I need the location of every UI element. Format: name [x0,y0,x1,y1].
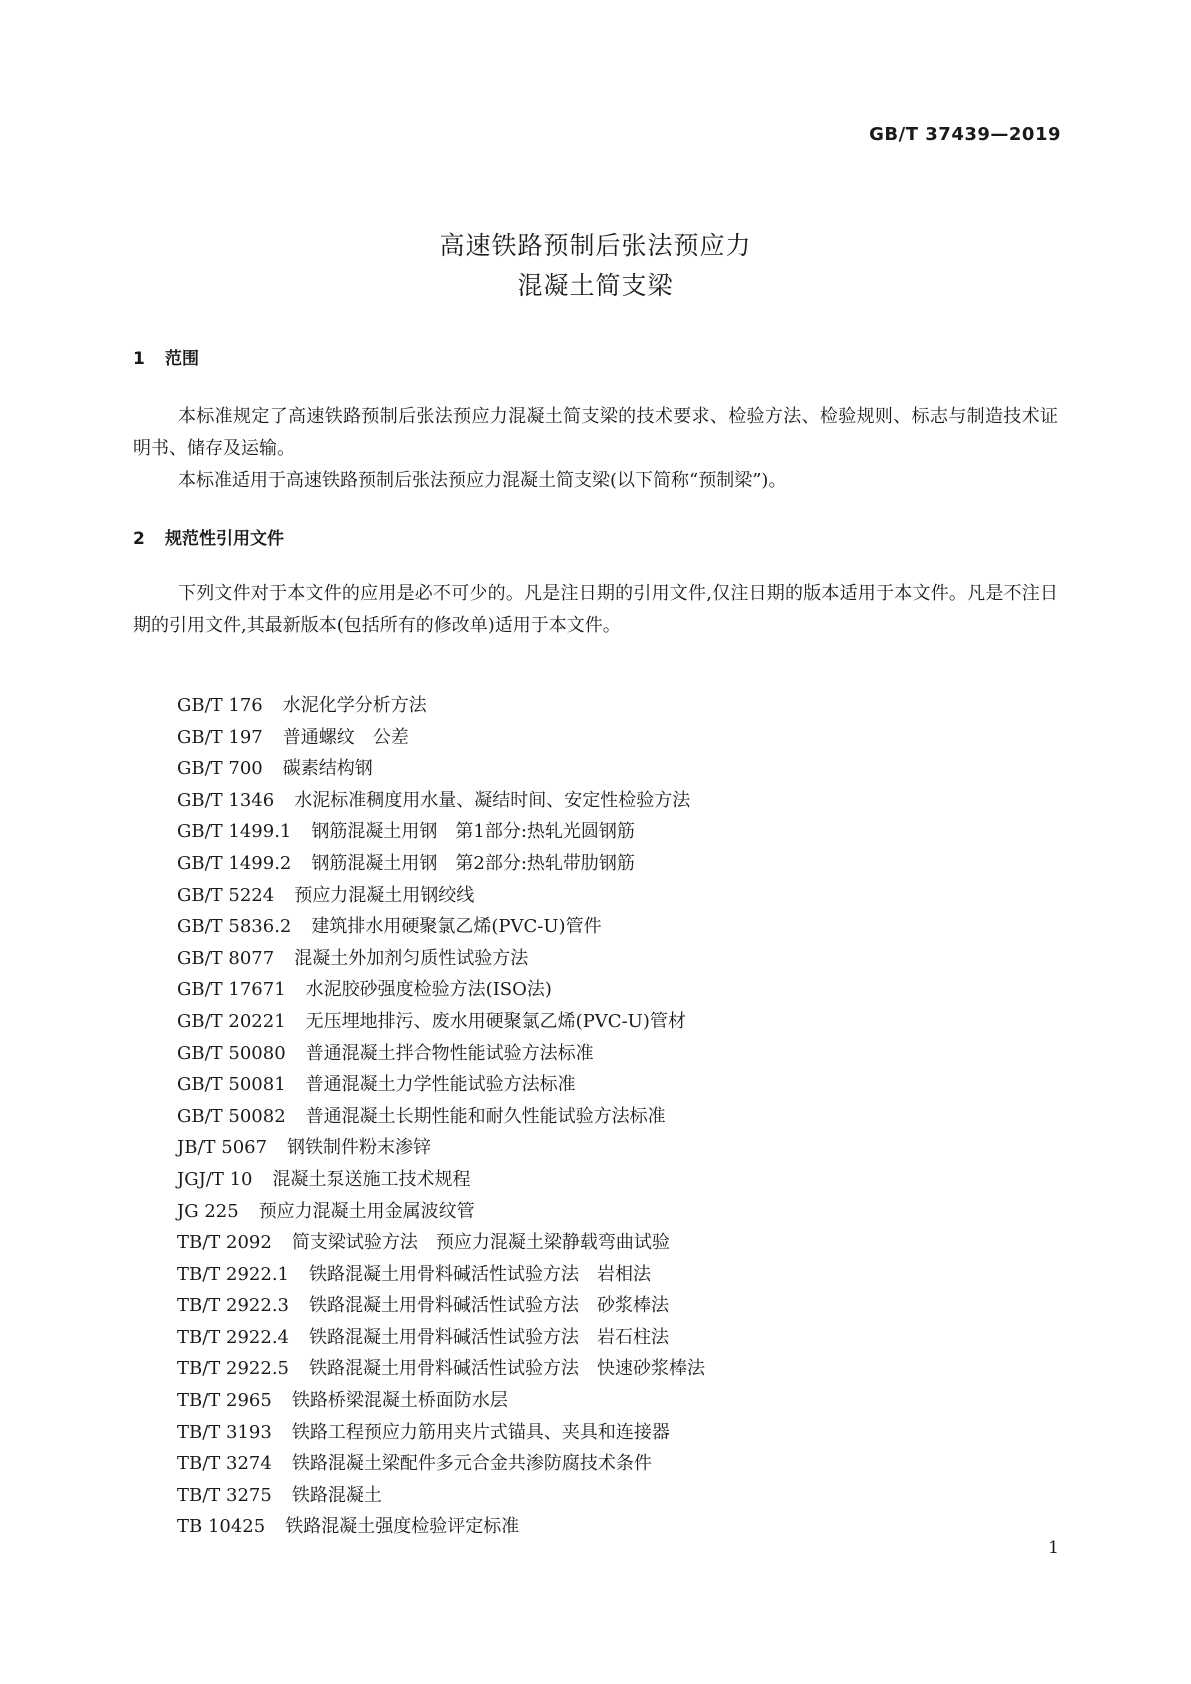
reference-item [177,1069,705,1101]
reference-item [177,943,705,975]
section-2-number: 2 [133,529,145,549]
reference-code: JGJ/T 10 [177,1168,253,1190]
page-number: 1 [1048,1538,1059,1558]
reference-code: TB/T 2922.1 [177,1263,290,1285]
reference-item [177,1511,705,1543]
reference-title: 水泥化学分析方法 [282,695,427,716]
reference-title: 铁路混凝土用骨料碱活性试验方法 岩石柱法 [309,1326,670,1348]
reference-title: 铁路混凝土强度检验评定标准 [285,1516,520,1538]
reference-code: GB/T 700 [177,758,263,780]
reference-code: TB/T 2922.5 [177,1358,290,1380]
reference-title: 预应力混凝土用金属波纹管 [258,1200,475,1222]
reference-title: 普通螺纹 公差 [282,726,409,748]
standard-number: GB/T 37439—2019 [869,124,1061,145]
reference-title: 预应力混凝土用钢绞线 [294,884,475,906]
reference-title: 普通混凝土力学性能试验方法标准 [305,1074,576,1096]
reference-item [177,1385,705,1417]
reference-item [177,753,705,785]
reference-title: 铁路混凝土 [291,1484,382,1506]
reference-code: TB/T 3274 [177,1453,272,1475]
reference-item [177,1448,705,1480]
reference-title: 混凝土泵送施工技术规程 [272,1168,471,1190]
reference-title: 建筑排水用硬聚氯乙烯(PVC-U)管件 [311,916,602,938]
reference-item [177,1227,705,1259]
document-title [0,226,1191,306]
reference-item [177,1417,705,1449]
reference-code: JG 225 [177,1200,239,1222]
reference-title: 普通混凝土长期性能和耐久性能试验方法标准 [305,1105,666,1127]
reference-code: TB/T 2922.3 [177,1295,290,1317]
reference-code: GB/T 176 [177,695,263,716]
reference-title: 碳素结构钢 [282,758,373,780]
reference-item [177,690,705,722]
reference-title: 无压埋地排污、废水用硬聚氯乙烯(PVC-U)管材 [305,1010,686,1032]
reference-code: GB/T 8077 [177,947,275,969]
reference-code: GB/T 50081 [177,1074,286,1096]
reference-item [177,880,705,912]
reference-item [177,1006,705,1038]
reference-item [177,848,705,880]
reference-title: 简支梁试验方法 预应力混凝土梁静载弯曲试验 [291,1232,670,1254]
reference-code: GB/T 50082 [177,1105,286,1127]
section-2-intro-text: 下列文件对于本文件的应用是必不可少的。凡是注日期的引用文件,仅注日期的版本适用于本文件。凡是不注日期的引用文件,其最新版本(包括所有的修改单)适用于本文件。 [133,583,1058,636]
section-2-intro [133,578,1058,642]
section-1-paragraph: 本标准适用于高速铁路预制后张法预应力混凝土简支梁(以下简称“预制梁”)。 [178,470,787,491]
reference-code: TB/T 3275 [177,1484,272,1506]
reference-title: 水泥标准稠度用水量、凝结时间、安定性检验方法 [294,789,691,811]
reference-item [177,1353,705,1385]
reference-item [177,911,705,943]
reference-item [177,1164,705,1196]
section-2-heading [133,524,284,549]
reference-title: 钢铁制件粉末渗锌 [287,1137,432,1159]
section-2-title: 规范性引用文件 [165,529,284,549]
reference-code: TB/T 2092 [177,1232,272,1254]
reference-item [177,1480,705,1512]
reference-code: TB 10425 [177,1516,266,1538]
reference-title: 铁路混凝土梁配件多元合金共渗防腐技术条件 [291,1453,652,1475]
reference-item [177,1290,705,1322]
reference-code: TB/T 3193 [177,1421,272,1443]
reference-title: 钢筋混凝土用钢 第1部分:热轧光圆钢筋 [311,821,635,843]
reference-title: 铁路混凝土用骨料碱活性试验方法 快速砂浆棒法 [309,1358,706,1380]
section-1-paragraph: 本标准规定了高速铁路预制后张法预应力混凝土简支梁的技术要求、检验方法、检验规则、标志与制造技术证明书、储存及运输。 [133,406,1058,459]
reference-code: GB/T 5224 [177,884,275,906]
reference-item [177,722,705,754]
reference-item [177,974,705,1006]
reference-item [177,1196,705,1228]
section-1-heading [133,344,199,369]
section-1-number: 1 [133,349,145,369]
reference-code: GB/T 5836.2 [177,916,292,938]
reference-item [177,1101,705,1133]
reference-item [177,1132,705,1164]
reference-title: 铁路混凝土用骨料碱活性试验方法 岩相法 [309,1263,652,1285]
reference-item [177,1259,705,1291]
reference-title: 钢筋混凝土用钢 第2部分:热轧带肋钢筋 [311,852,635,874]
reference-code: TB/T 2965 [177,1390,272,1412]
title-line-2: 混凝土简支梁 [517,271,674,300]
reference-item [177,816,705,848]
reference-code: GB/T 50080 [177,1042,286,1064]
reference-code: GB/T 1499.1 [177,821,292,843]
section-1-title: 范围 [165,349,199,369]
reference-code: GB/T 1499.2 [177,852,292,874]
reference-code: TB/T 2922.4 [177,1326,290,1348]
reference-title: 水泥胶砂强度检验方法(ISO法) [305,979,552,1001]
reference-item [177,1038,705,1070]
reference-code: GB/T 197 [177,726,263,748]
reference-code: JB/T 5067 [177,1137,268,1159]
reference-title: 铁路工程预应力筋用夹片式锚具、夹具和连接器 [291,1421,670,1443]
reference-title: 铁路混凝土用骨料碱活性试验方法 砂浆棒法 [309,1295,670,1317]
reference-item [177,785,705,817]
reference-title: 混凝土外加剂匀质性试验方法 [294,947,529,969]
reference-item [177,1322,705,1354]
reference-code: GB/T 17671 [177,979,286,1001]
reference-title: 铁路桥梁混凝土桥面防水层 [291,1390,508,1412]
title-line-1: 高速铁路预制后张法预应力 [439,231,752,260]
reference-title: 普通混凝土拌合物性能试验方法标准 [305,1042,594,1064]
reference-code: GB/T 1346 [177,789,275,811]
reference-code: GB/T 20221 [177,1010,286,1032]
section-1-body [133,401,1058,497]
reference-list [177,690,705,1543]
